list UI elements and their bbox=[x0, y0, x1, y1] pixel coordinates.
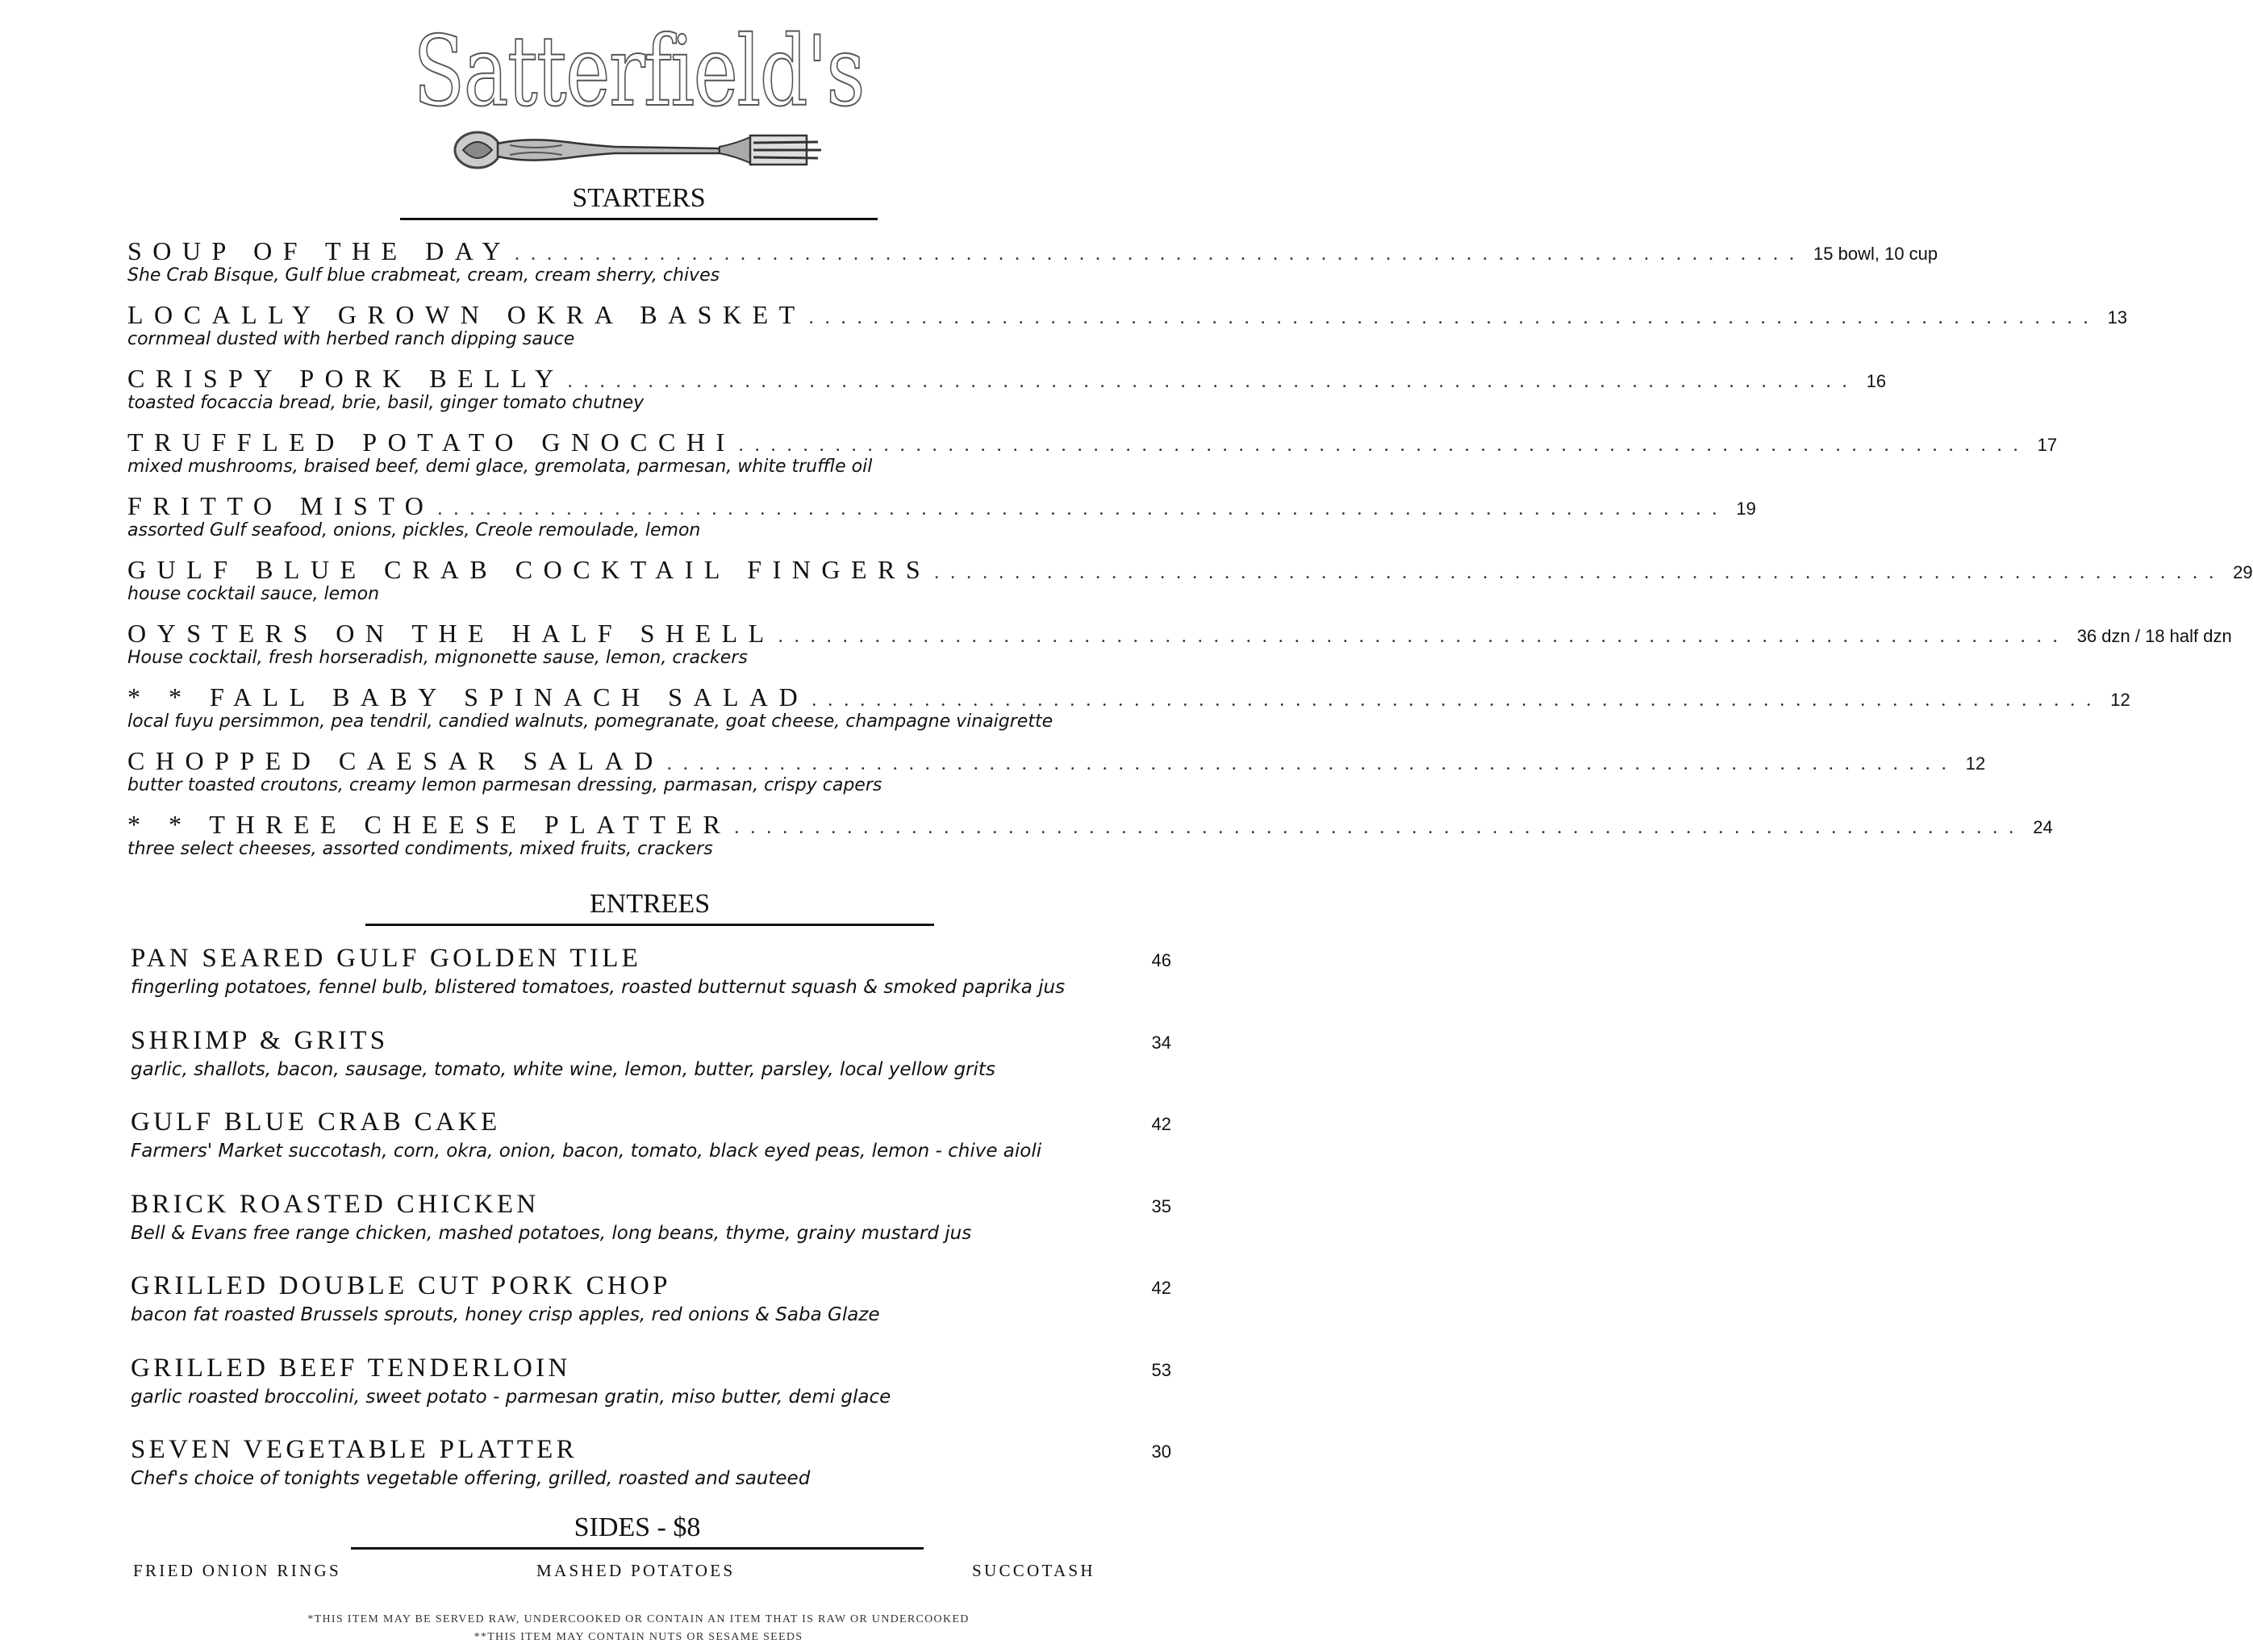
entree-name: SEVEN VEGETABLE PLATTER bbox=[131, 1435, 578, 1464]
starter-name: CRISPY PORK BELLY bbox=[127, 364, 565, 393]
entree-price: 42 bbox=[1151, 1278, 1171, 1298]
entree-name: PAN SEARED GULF GOLDEN TILE bbox=[131, 944, 642, 973]
entree-description: Chef's choice of tonights vegetable offering, grilled, roasted and sauteed bbox=[131, 1468, 811, 1489]
starter-description: house cocktail sauce, lemon bbox=[127, 584, 380, 604]
starter-item bbox=[127, 427, 2058, 478]
starter-item bbox=[127, 490, 1756, 542]
dot-leader: ................................................................................ bbox=[437, 499, 1729, 519]
entree-description: bacon fat roasted Brussels sprouts, honey crisp apples, red onions & Saba Glaze bbox=[131, 1304, 880, 1325]
starter-item bbox=[127, 745, 1986, 797]
raw-item-footnote: *THIS ITEM MAY BE SERVED RAW, UNDERCOOKED OR CONTAIN AN ITEM THAT IS RAW OR UNDERCOOKED bbox=[307, 1613, 970, 1625]
entree-description: garlic, shallots, bacon, sausage, tomato, white wine, lemon, butter, parsley, local yellow grits bbox=[131, 1059, 995, 1080]
starter-line bbox=[127, 554, 2253, 585]
starter-line bbox=[127, 682, 2130, 712]
restaurant-name: Satterfield's bbox=[413, 16, 864, 128]
entree-description: fingerling potatoes, fennel bulb, blistered tomatoes, roasted butternut squash & smoked paprika jus bbox=[131, 977, 1066, 998]
entree-item bbox=[131, 1106, 1171, 1162]
entree-line bbox=[131, 1188, 1171, 1220]
entree-line bbox=[131, 1352, 1171, 1384]
starter-item bbox=[127, 363, 1887, 415]
entree-line bbox=[131, 1433, 1171, 1466]
entree-name: GRILLED DOUBLE CUT PORK CHOP bbox=[131, 1271, 671, 1300]
nuts-footnote: **THIS ITEM MAY CONTAIN NUTS OR SESAME SEEDS bbox=[474, 1631, 803, 1643]
entrees-heading: ENTREES bbox=[365, 888, 934, 926]
entree-description: garlic roasted broccolini, sweet potato - parmesan gratin, miso butter, demi glace bbox=[131, 1387, 891, 1408]
entree-price: 42 bbox=[1151, 1114, 1171, 1134]
starter-line bbox=[127, 490, 1756, 521]
starter-price: 24 bbox=[2033, 817, 2053, 837]
starter-name: SOUP OF THE DAY bbox=[127, 236, 512, 265]
starter-line bbox=[127, 236, 1938, 266]
starter-price: 15 bowl, 10 cup bbox=[1813, 244, 1938, 264]
starter-price: 12 bbox=[2110, 690, 2130, 710]
entree-price: 30 bbox=[1151, 1441, 1171, 1462]
sides-heading: SIDES - $8 bbox=[351, 1512, 924, 1550]
dot-leader: ................................................................................ bbox=[515, 244, 1806, 265]
starter-item bbox=[127, 236, 1938, 287]
starter-item bbox=[127, 618, 2232, 670]
entree-item bbox=[131, 1433, 1171, 1490]
entree-item bbox=[131, 942, 1171, 999]
dot-leader: ................................................................................ bbox=[778, 626, 2069, 647]
starter-item bbox=[127, 682, 2130, 733]
starter-line bbox=[127, 299, 2128, 330]
entree-name: SHRIMP & GRITS bbox=[131, 1026, 389, 1055]
entree-line bbox=[131, 1106, 1171, 1138]
side-item: SUCCOTASH bbox=[972, 1561, 1095, 1580]
fork-icon bbox=[453, 126, 824, 174]
entree-name: BRICK ROASTED CHICKEN bbox=[131, 1190, 540, 1219]
starter-name: * * THREE CHEESE PLATTER bbox=[127, 810, 732, 839]
dot-leader: ................................................................................ bbox=[934, 562, 2226, 583]
entree-name: GRILLED BEEF TENDERLOIN bbox=[131, 1354, 571, 1383]
dot-leader: ................................................................................ bbox=[808, 307, 2100, 328]
dot-leader: ................................................................................ bbox=[738, 435, 2030, 456]
entree-item bbox=[131, 1024, 1171, 1081]
entree-price: 35 bbox=[1151, 1196, 1171, 1216]
starter-line bbox=[127, 745, 1986, 776]
starter-price: 12 bbox=[1965, 753, 1986, 774]
starter-item bbox=[127, 554, 2253, 606]
starter-description: mixed mushrooms, braised beef, demi glace, gremolata, parmesan, white truffle oil bbox=[127, 457, 873, 477]
starters-heading: STARTERS bbox=[400, 182, 878, 220]
starter-price: 13 bbox=[2107, 307, 2128, 327]
starter-description: local fuyu persimmon, pea tendril, candied walnuts, pomegranate, goat cheese, champagne vinaigrette bbox=[127, 711, 1053, 732]
starter-name: TRUFFLED POTATO GNOCCHI bbox=[127, 428, 736, 457]
entree-price: 46 bbox=[1151, 950, 1171, 970]
starter-item bbox=[127, 299, 2128, 351]
starter-description: three select cheeses, assorted condiments, mixed fruits, crackers bbox=[127, 839, 713, 859]
starter-name: CHOPPED CAESAR SALAD bbox=[127, 746, 664, 775]
starter-name: OYSTERS ON THE HALF SHELL bbox=[127, 619, 775, 648]
starter-line bbox=[127, 618, 2232, 649]
starter-description: cornmeal dusted with herbed ranch dipping sauce bbox=[127, 329, 575, 349]
side-item: MASHED POTATOES bbox=[536, 1561, 736, 1580]
dot-leader: ................................................................................ bbox=[666, 753, 1958, 774]
entree-price: 53 bbox=[1151, 1360, 1171, 1380]
starter-name: * * FALL BABY SPINACH SALAD bbox=[127, 682, 809, 711]
starter-line bbox=[127, 427, 2058, 457]
entree-line bbox=[131, 942, 1171, 974]
starter-description: butter toasted croutons, creamy lemon parmesan dressing, parmasan, crispy capers bbox=[127, 775, 882, 795]
starter-price: 17 bbox=[2037, 435, 2058, 455]
starter-description: toasted focaccia bread, brie, basil, ginger tomato chutney bbox=[127, 393, 645, 413]
starter-price: 19 bbox=[1736, 499, 1756, 519]
sides-list bbox=[0, 1559, 1277, 1592]
entree-item bbox=[131, 1188, 1171, 1245]
dot-leader: ................................................................................ bbox=[811, 690, 2103, 711]
side-item: FRIED ONION RINGS bbox=[133, 1561, 341, 1580]
restaurant-logo bbox=[0, 16, 1277, 174]
starter-name: LOCALLY GROWN OKRA BASKET bbox=[127, 300, 806, 329]
entree-item bbox=[131, 1352, 1171, 1408]
dot-leader: ................................................................................ bbox=[567, 371, 1859, 392]
entree-description: Bell & Evans free range chicken, mashed potatoes, long beans, thyme, grainy mustard jus bbox=[131, 1223, 972, 1244]
starter-price: 36 dzn / 18 half dzn bbox=[2076, 626, 2232, 646]
entree-line bbox=[131, 1024, 1171, 1057]
entree-price: 34 bbox=[1151, 1032, 1171, 1053]
starter-item bbox=[127, 809, 2053, 861]
starter-description: assorted Gulf seafood, onions, pickles, Creole remoulade, lemon bbox=[127, 520, 701, 540]
starter-price: 16 bbox=[1866, 371, 1887, 391]
entree-item bbox=[131, 1270, 1171, 1326]
starter-name: FRITTO MISTO bbox=[127, 491, 435, 520]
starter-price: 29 bbox=[2233, 562, 2253, 582]
entree-name: GULF BLUE CRAB CAKE bbox=[131, 1108, 501, 1137]
entree-description: Farmers' Market succotash, corn, okra, onion, bacon, tomato, black eyed peas, lemon - chive aioli bbox=[131, 1141, 1042, 1162]
dot-leader: ................................................................................ bbox=[734, 817, 2026, 838]
entree-line bbox=[131, 1270, 1171, 1302]
starter-name: GULF BLUE CRAB COCKTAIL FINGERS bbox=[127, 555, 932, 584]
starter-description: House cocktail, fresh horseradish, mignonette sause, lemon, crackers bbox=[127, 648, 748, 668]
starter-description: She Crab Bisque, Gulf blue crabmeat, cream, cream sherry, chives bbox=[127, 265, 720, 286]
starter-line bbox=[127, 363, 1887, 394]
starter-line bbox=[127, 809, 2053, 840]
